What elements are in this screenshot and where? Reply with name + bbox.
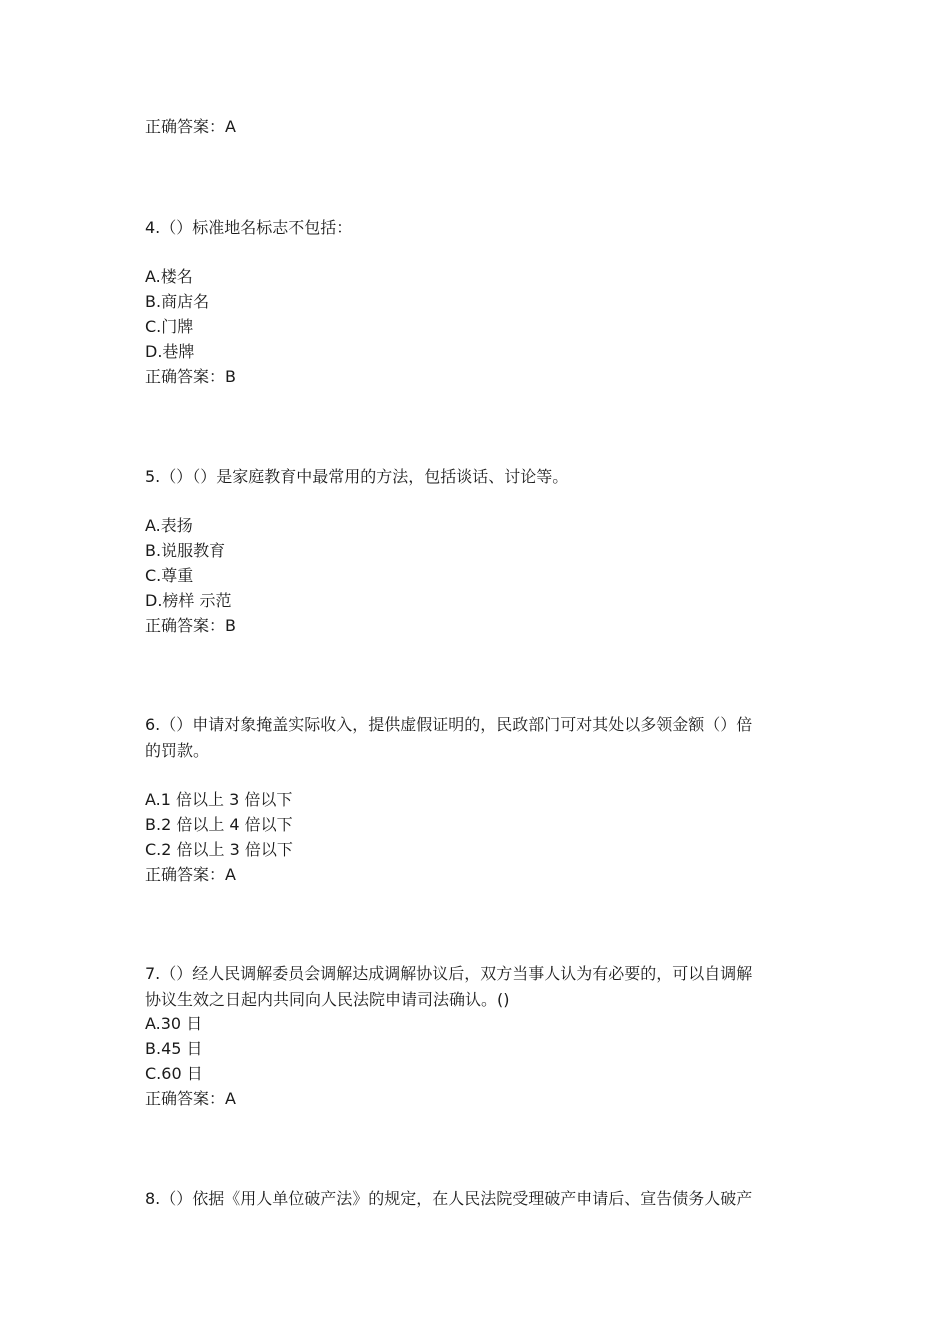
question-6-option-b: B.2 倍以上 4 倍以下 — [145, 815, 293, 834]
question-4-option-b: B.商店名 — [145, 292, 210, 311]
question-6-option-a: A.1 倍以上 3 倍以下 — [145, 790, 293, 809]
question-5-stem: 5.（）（）是家庭教育中最常用的方法，包括谈话、讨论等。 — [145, 467, 569, 486]
question-4-option-c: C.门牌 — [145, 317, 194, 336]
question-6-option-c: C.2 倍以上 3 倍以下 — [145, 840, 293, 859]
question-4-option-d: D.巷牌 — [145, 342, 195, 361]
question-7-answer: 正确答案：A — [145, 1089, 236, 1108]
question-5-option-b: B.说服教育 — [145, 541, 226, 560]
question-5-option-c: C.尊重 — [145, 566, 194, 585]
question-4-answer: 正确答案：B — [145, 367, 236, 386]
question-6-answer: 正确答案：A — [145, 865, 236, 884]
question-5-answer: 正确答案：B — [145, 616, 236, 635]
question-4-stem: 4.（）标准地名标志不包括： — [145, 218, 353, 237]
question-5-option-a: A.表扬 — [145, 516, 193, 535]
question-7-option-c: C.60 日 — [145, 1064, 203, 1083]
question-8-stem-line1: 8.（）依据《用人单位破产法》的规定，在人民法院受理破产申请后、宣告债务人破产 — [145, 1189, 753, 1208]
question-7-stem-line2: 协议生效之日起内共同向人民法院申请司法确认。() — [145, 990, 510, 1009]
question-6-stem-line2: 的罚款。 — [145, 741, 210, 760]
question-7-stem-line1: 7.（）经人民调解委员会调解达成调解协议后，双方当事人认为有必要的，可以自调解 — [145, 964, 753, 983]
answer-previous: 正确答案：A — [145, 117, 236, 136]
question-7-option-b: B.45 日 — [145, 1039, 203, 1058]
question-7-option-a: A.30 日 — [145, 1014, 203, 1033]
question-6-stem-line1: 6.（）申请对象掩盖实际收入，提供虚假证明的，民政部门可对其处以多领金额（）倍 — [145, 715, 753, 734]
question-4-option-a: A.楼名 — [145, 267, 193, 286]
question-5-option-d: D.榜样 示范 — [145, 591, 232, 610]
